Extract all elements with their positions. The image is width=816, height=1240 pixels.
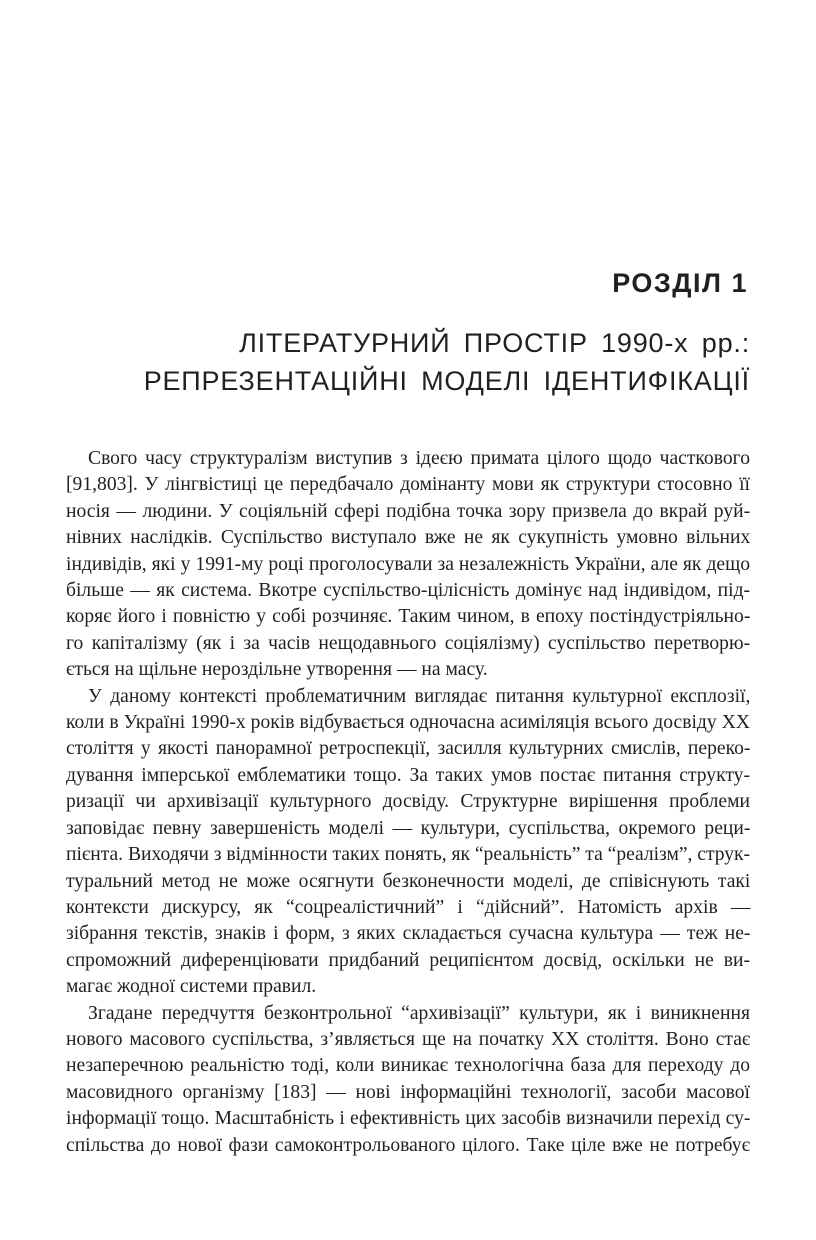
paragraph-3: [66, 1001, 750, 1159]
text-line: незаперечною реальністю тоді, коли виникає технологічна база для переходу до: [66, 1055, 751, 1077]
body-text: [66, 446, 750, 1159]
text-line: масовидного організму [183] — нові інформаційні технології, засоби масової: [66, 1081, 750, 1103]
chapter-title-line-2: РЕПРЕЗЕНТАЦІЙНІ МОДЕЛІ ІДЕНТИФІКАЦІЇ: [143, 366, 750, 396]
text-line: Свого часу структуралізм виступив з ідеєю примата цілого щодо часткового: [88, 448, 750, 469]
chapter-title-line-1: ЛІТЕРАТУРНИЙ ПРОСТІР 1990-х рр.:: [239, 328, 750, 358]
text-line: магає жодної системи правил.: [66, 976, 317, 998]
text-line: зібрання текстів, знаків і форм, з яких складається сучасна культура — теж не-: [66, 923, 751, 945]
text-line: заповідає певну завершеність моделі — культури, суспільства, окремого реци-: [66, 817, 751, 839]
text-line: дування імперської емблематики тощо. За таких умов постає питання структу-: [66, 764, 750, 786]
text-line: інформації тощо. Масштабність і ефективність цих засобів визначили перехід су-: [66, 1108, 751, 1130]
text-line: коли в Україні 1990-х років відбувається одночасна асиміляція всього досвіду XX: [66, 712, 750, 734]
text-line: У даному контексті проблематичним виглядає питання культурної експлозії,: [88, 685, 751, 707]
text-line: століття у якості панорамної ретроспекції, засилля культурних смислів, переко-: [66, 738, 751, 760]
text-line: носія — людини. У соціяльній сфері подібна точка зору призвела до вкрай руй-: [66, 500, 751, 522]
text-line: контексти дискурсу, як “соцреалістичний” і “дійсний”. Натомість архів —: [66, 896, 751, 918]
text-line: туральний метод не може осягнути безконечности моделі, де співіснують такі: [66, 870, 751, 892]
text-line: спроможний диференціювати придбаний реципієнтом досвід, оскільки не ви-: [66, 949, 750, 971]
text-line: нівних наслідків. Суспільство виступало вже не як сукупність умовно вільних: [66, 527, 751, 549]
text-line: Згадане передчуття безконтрольної “архивізації” культури, як і виникнення: [88, 1002, 750, 1024]
text-line: спільства до нової фази самоконтрольованого цілого. Таке ціле вже не потребує: [66, 1134, 750, 1156]
chapter-title: [50, 324, 750, 400]
text-line: ризації чи архивізації культурного досвіду. Структурне вирішення проблеми: [66, 791, 750, 813]
text-line: [91,803]. У лінгвістиці це передбачало домінанту мови як структури стосовно її: [66, 474, 750, 496]
text-line: ється на щільне нероздільне утворення — на масу.: [66, 659, 488, 681]
paragraph-1: [66, 446, 750, 684]
text-line: індивідів, які у 1991-му році проголосували за незалежність України, але як дещо: [66, 553, 750, 575]
text-line: нового масового суспільства, з’являється ще на початку XX століття. Воно стає: [66, 1028, 751, 1050]
chapter-label: РОЗДІЛ 1: [612, 268, 748, 298]
text-line: го капіталізму (як і за часів нещодавнього соціялізму) суспільство перетворю-: [66, 632, 751, 654]
text-line: пієнта. Виходячи з відмінности таких понять, як “реальність” та “реалізм”, струк-: [66, 844, 750, 866]
text-line: більше — як система. Вкотре суспільство-цілісність домінує над індивідом, під-: [66, 580, 751, 602]
paragraph-2: [66, 684, 750, 1001]
text-line: коряє його і повністю у собі розчиняє. Таким чином, в епоху постіндустріяльно-: [66, 606, 751, 628]
